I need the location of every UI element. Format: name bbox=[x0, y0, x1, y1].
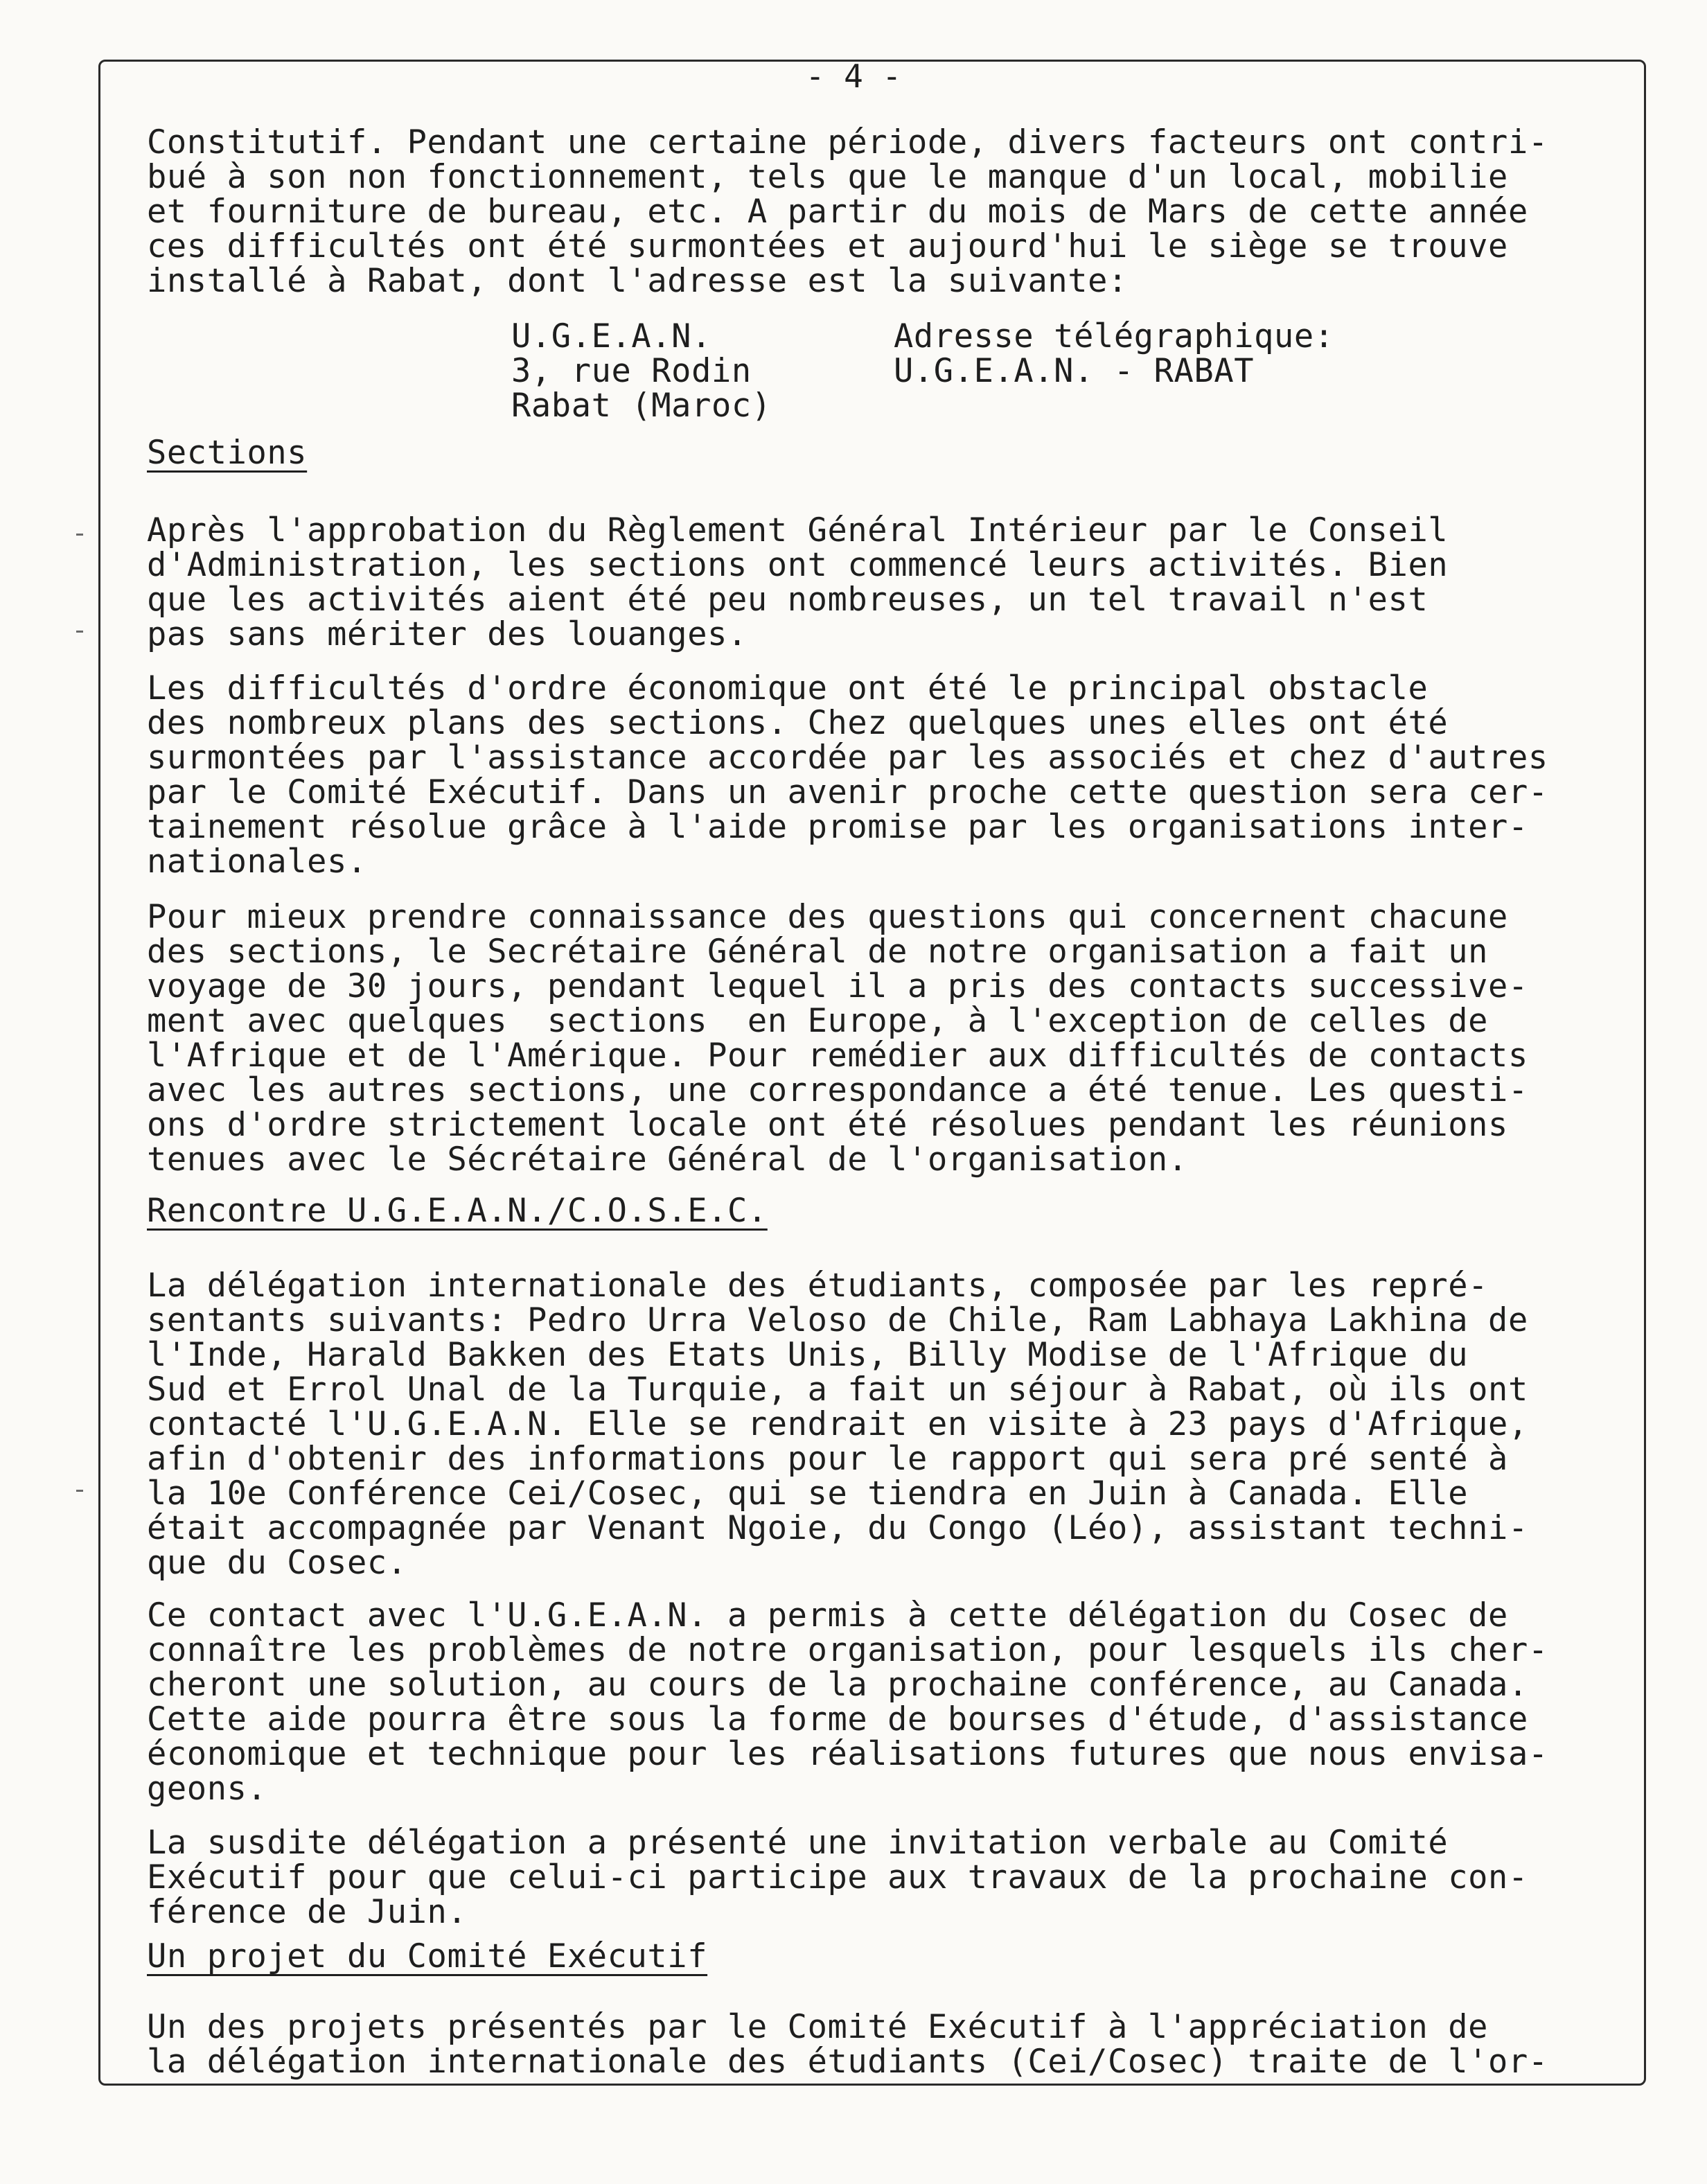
paragraph-line: la 10e Conférence Cei/Cosec, qui se tiendra en Juin à Canada. Elle bbox=[147, 1474, 1469, 1513]
paragraph-line: et fourniture de bureau, etc. A partir du mois de Mars de cette année bbox=[147, 193, 1528, 231]
paragraph-line: bué à son non fonctionnement, tels que le manque d'un local, mobilie bbox=[147, 158, 1508, 196]
paragraph-line: ment avec quelques sections en Europe, à l'exception de celles de bbox=[147, 1002, 1489, 1040]
paragraph-line: installé à Rabat, dont l'adresse est la suivante: bbox=[147, 262, 1128, 300]
paragraph-line: avec les autres sections, une correspondance a été tenue. Les questi- bbox=[147, 1071, 1528, 1109]
address-line: Adresse télégraphique: bbox=[894, 317, 1334, 355]
paragraph-line: des nombreux plans des sections. Chez quelques unes elles ont été bbox=[147, 704, 1449, 742]
address-line: U.G.E.A.N. - RABAT bbox=[894, 352, 1255, 390]
paragraph-line: était accompagnée par Venant Ngoie, du Congo (Léo), assistant techni- bbox=[147, 1509, 1528, 1547]
paragraph-line: d'Administration, les sections ont commencé leurs activités. Bien bbox=[147, 546, 1449, 584]
paragraph-line: La délégation internationale des étudiants, composée par les repré- bbox=[147, 1267, 1489, 1305]
paragraph-line: la délégation internationale des étudiants (Cei/Cosec) traite de l'or- bbox=[147, 2043, 1548, 2081]
paragraph-line: l'Afrique et de l'Amérique. Pour remédier aux difficultés de contacts bbox=[147, 1037, 1528, 1075]
paragraph-line: des sections, le Secrétaire Général de notre organisation a fait un bbox=[147, 933, 1489, 971]
paragraph-line: ces difficultés ont été surmontées et aujourd'hui le siège se trouve bbox=[147, 227, 1508, 265]
paragraph-line: pas sans mériter des louanges. bbox=[147, 615, 748, 653]
section-heading: Un projet du Comité Exécutif bbox=[147, 1937, 708, 1975]
paragraph-line: Exécutif pour que celui-ci participe aux travaux de la prochaine con- bbox=[147, 1858, 1528, 1896]
paragraph-line: afin d'obtenir des informations pour le rapport qui sera pré senté à bbox=[147, 1440, 1508, 1478]
address-line: Rabat (Maroc) bbox=[511, 387, 772, 425]
paragraph-line: que les activités aient été peu nombreuses, un tel travail n'est bbox=[147, 581, 1429, 619]
paragraph-line: ons d'ordre strictement locale ont été résolues pendant les réunions bbox=[147, 1106, 1508, 1144]
paragraph-line: par le Comité Exécutif. Dans un avenir proche cette question sera cer- bbox=[147, 773, 1548, 811]
paragraph-line: Après l'approbation du Règlement Général Intérieur par le Conseil bbox=[147, 511, 1449, 549]
section-heading: Sections bbox=[147, 434, 308, 472]
paragraph-line: La susdite délégation a présenté une invitation verbale au Comité bbox=[147, 1824, 1449, 1862]
paragraph-line: nationales. bbox=[147, 843, 367, 881]
paragraph-line: Cette aide pourra être sous la forme de bourses d'étude, d'assistance bbox=[147, 1700, 1528, 1738]
address-line: U.G.E.A.N. bbox=[511, 317, 711, 355]
paragraph-line: connaître les problèmes de notre organisation, pour lesquels ils cher- bbox=[147, 1631, 1548, 1669]
paragraph-line: cheront une solution, au cours de la prochaine conférence, au Canada. bbox=[147, 1666, 1528, 1704]
paragraph-line: voyage de 30 jours, pendant lequel il a pris des contacts successive- bbox=[147, 967, 1528, 1005]
paragraph-line: geons. bbox=[147, 1770, 267, 1808]
paragraph-line: l'Inde, Harald Bakken des Etats Unis, Billy Modise de l'Afrique du bbox=[147, 1336, 1469, 1374]
paragraph-line: Un des projets présentés par le Comité Exécutif à l'appréciation de bbox=[147, 2008, 1489, 2046]
margin-mark bbox=[76, 534, 83, 536]
paragraph-line: surmontées par l'assistance accordée par les associés et chez d'autres bbox=[147, 739, 1548, 777]
paragraph-line: tenues avec le Sécrétaire Général de l'organisation. bbox=[147, 1141, 1188, 1179]
page-number: - 4 - bbox=[805, 58, 902, 95]
address-line: 3, rue Rodin bbox=[511, 352, 752, 390]
paragraph-line: tainement résolue grâce à l'aide promise par les organisations inter- bbox=[147, 808, 1528, 846]
section-heading: Rencontre U.G.E.A.N./C.O.S.E.C. bbox=[147, 1192, 768, 1230]
paragraph-line: que du Cosec. bbox=[147, 1544, 407, 1582]
paragraph-line: Constitutif. Pendant une certaine période, divers facteurs ont contri- bbox=[147, 123, 1548, 161]
margin-mark bbox=[76, 631, 83, 633]
paragraph-line: férence de Juin. bbox=[147, 1893, 468, 1931]
paragraph-line: sentants suivants: Pedro Urra Veloso de Chile, Ram Labhaya Lakhina de bbox=[147, 1301, 1528, 1339]
paragraph-line: économique et technique pour les réalisations futures que nous envisa- bbox=[147, 1735, 1548, 1773]
paragraph-line: contacté l'U.G.E.A.N. Elle se rendrait en visite à 23 pays d'Afrique, bbox=[147, 1405, 1528, 1443]
paragraph-line: Sud et Errol Unal de la Turquie, a fait un séjour à Rabat, où ils ont bbox=[147, 1371, 1528, 1409]
paragraph-line: Les difficultés d'ordre économique ont été le principal obstacle bbox=[147, 669, 1429, 707]
paragraph-line: Pour mieux prendre connaissance des questions qui concernent chacune bbox=[147, 898, 1508, 936]
paragraph-line: Ce contact avec l'U.G.E.A.N. a permis à cette délégation du Cosec de bbox=[147, 1596, 1508, 1635]
margin-mark bbox=[76, 1490, 83, 1492]
